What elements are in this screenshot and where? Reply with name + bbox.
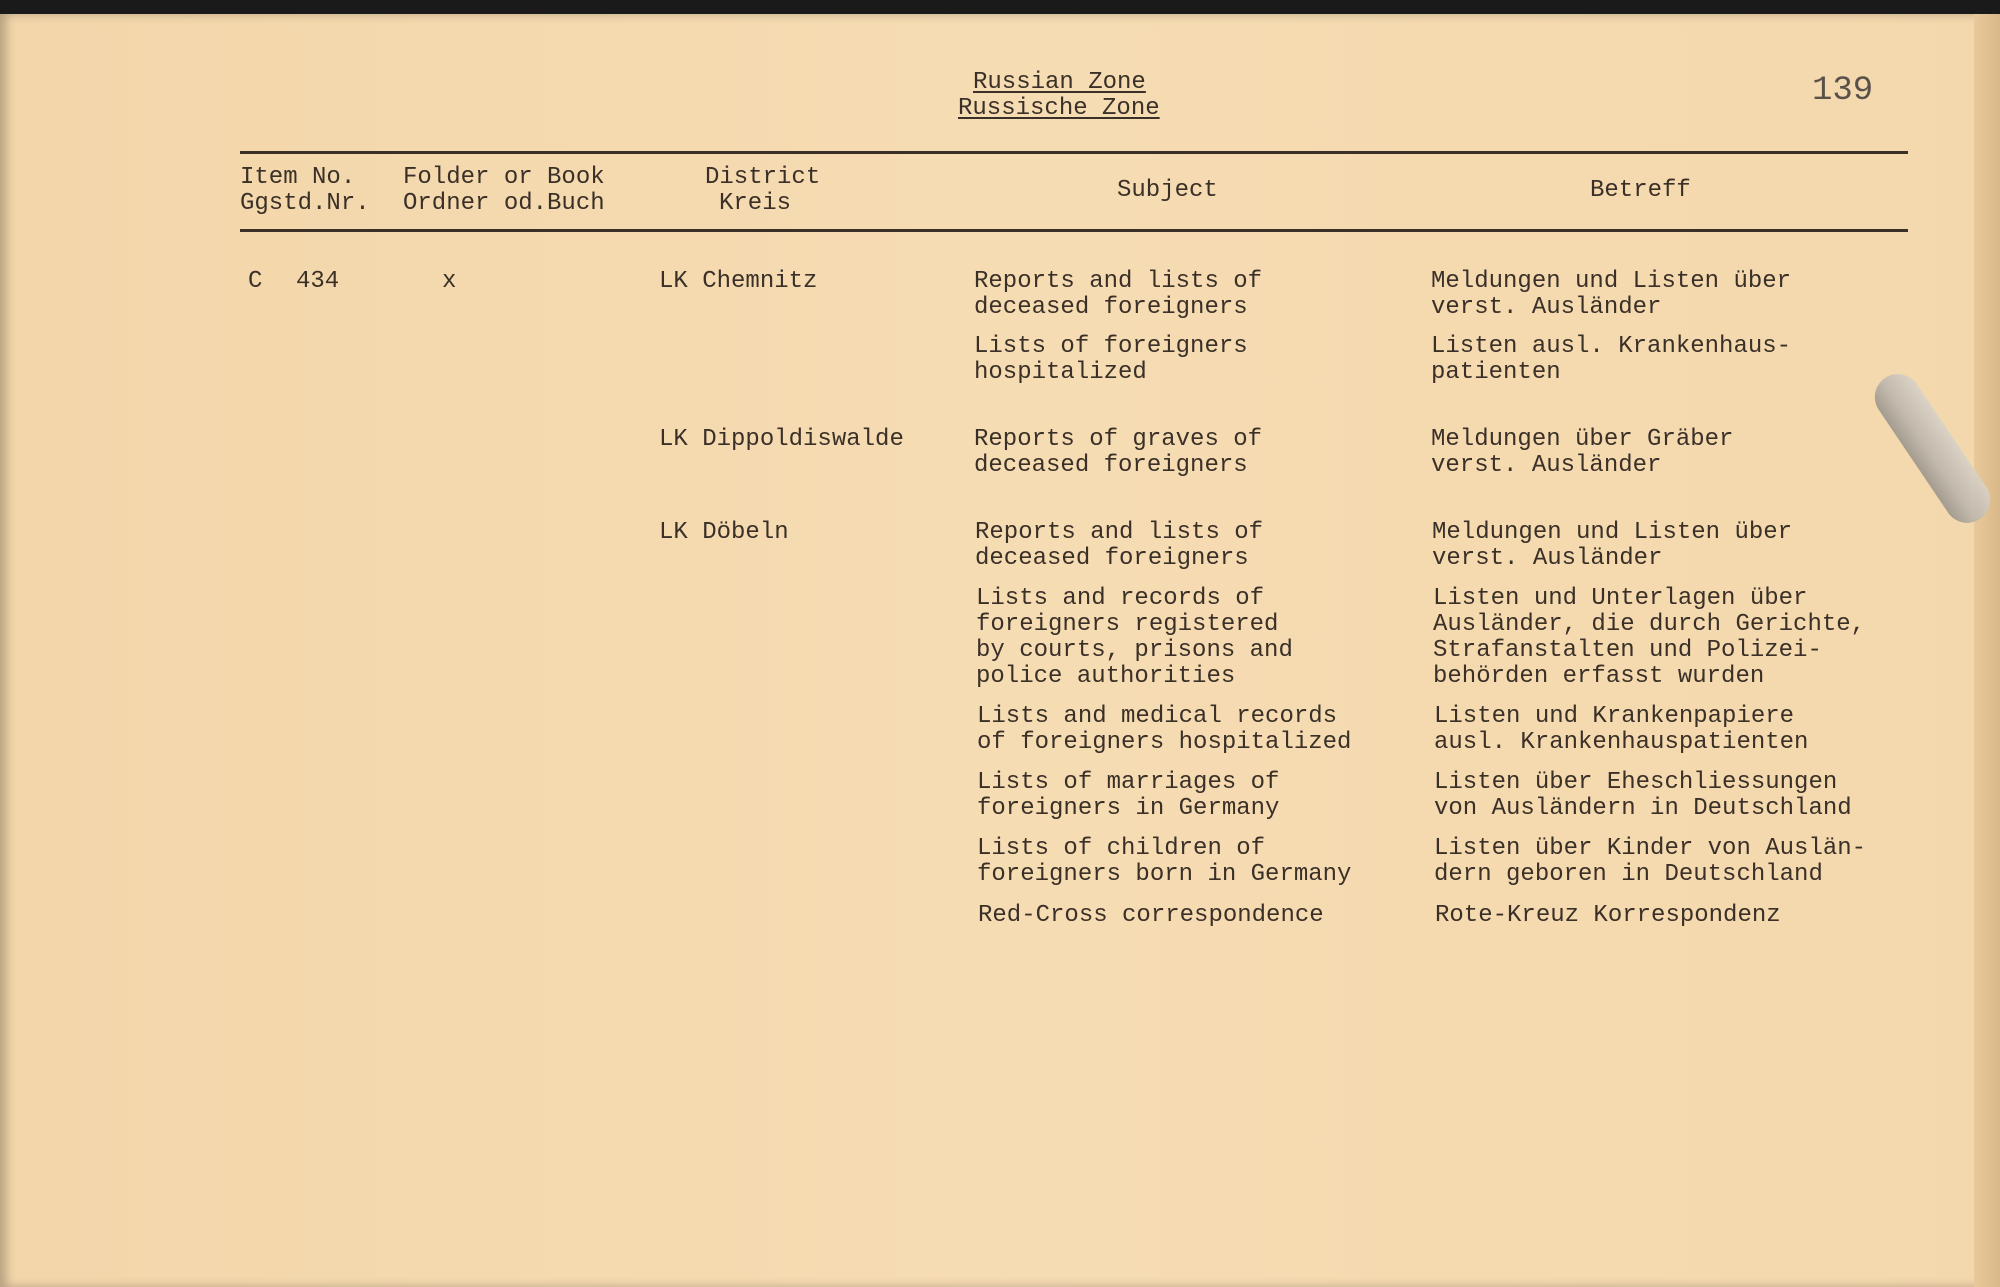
subject-en: Lists and medical records (977, 703, 1338, 730)
subject-de: ausl. Krankenhauspatienten (1434, 729, 1809, 756)
zone-title-en: Russian Zone (973, 69, 1146, 96)
subject-en: Lists of marriages of (977, 769, 1280, 796)
district-doebeln: LK Döbeln (659, 519, 789, 546)
col-header-folder-de: Ordner od.Buch (403, 190, 605, 217)
subject-de: Meldungen und Listen über (1431, 268, 1792, 295)
page-number: 139 (1812, 72, 1874, 110)
subject-de: verst. Ausländer (1432, 545, 1663, 572)
subject-de: Listen und Krankenpapiere (1434, 703, 1795, 730)
subject-en: Lists of children of (977, 835, 1266, 862)
item-code: C (248, 268, 263, 295)
subject-de: von Ausländern in Deutschland (1434, 795, 1852, 822)
subject-de: Ausländer, die durch Gerichte, (1433, 611, 1866, 638)
district-chemnitz: LK Chemnitz (659, 268, 818, 295)
subject-en: Reports and lists of (974, 268, 1263, 295)
subject-en: Reports and lists of (975, 519, 1264, 546)
folder-mark: x (442, 268, 457, 295)
subject-en: of foreigners hospitalized (977, 729, 1352, 756)
subject-en: deceased foreigners (975, 545, 1249, 572)
subject-de: verst. Ausländer (1431, 452, 1662, 479)
subject-de: patienten (1431, 359, 1561, 386)
header-bottom-rule (240, 229, 1908, 232)
subject-de: Strafanstalten und Polizei- (1433, 637, 1822, 664)
subject-de: Rote-Kreuz Korrespondenz (1435, 902, 1781, 929)
zone-title-de: Russische Zone (958, 95, 1160, 122)
subject-de: Listen über Kinder von Auslän- (1434, 835, 1867, 862)
header-top-rule (240, 151, 1908, 154)
subject-de: Meldungen über Gräber (1431, 426, 1734, 453)
subject-en: Lists of foreigners (974, 333, 1248, 360)
col-header-district-de: Kreis (719, 190, 792, 217)
subject-en: hospitalized (974, 359, 1147, 386)
col-header-betreff: Betreff (1590, 177, 1691, 204)
subject-de: Listen ausl. Krankenhaus- (1431, 333, 1792, 360)
subject-de: Listen über Eheschliessungen (1434, 769, 1838, 796)
subject-en: foreigners registered (976, 611, 1279, 638)
subject-en: Lists and records of (976, 585, 1265, 612)
subject-en: deceased foreigners (974, 294, 1248, 321)
subject-de: Meldungen und Listen über (1432, 519, 1793, 546)
subject-en: foreigners in Germany (977, 795, 1280, 822)
subject-en: foreigners born in Germany (977, 861, 1352, 888)
subject-en: deceased foreigners (974, 452, 1248, 479)
col-header-district: District (705, 164, 821, 191)
page-edge (1974, 14, 2000, 1287)
col-header-subject: Subject (1117, 177, 1218, 204)
col-header-item-no: Item No. (240, 164, 356, 191)
subject-en: Reports of graves of (974, 426, 1263, 453)
col-header-folder: Folder or Book (403, 164, 605, 191)
col-header-item-no-de: Ggstd.Nr. (240, 190, 370, 217)
subject-de: verst. Ausländer (1431, 294, 1662, 321)
subject-de: dern geboren in Deutschland (1434, 861, 1823, 888)
subject-en: police authorities (976, 663, 1236, 690)
subject-en: Red-Cross correspondence (978, 902, 1324, 929)
item-number: 434 (296, 268, 340, 295)
district-dippoldiswalde: LK Dippoldiswalde (659, 426, 904, 453)
subject-de: Listen und Unterlagen über (1433, 585, 1808, 612)
subject-en: by courts, prisons and (976, 637, 1293, 664)
subject-de: behörden erfasst wurden (1433, 663, 1765, 690)
